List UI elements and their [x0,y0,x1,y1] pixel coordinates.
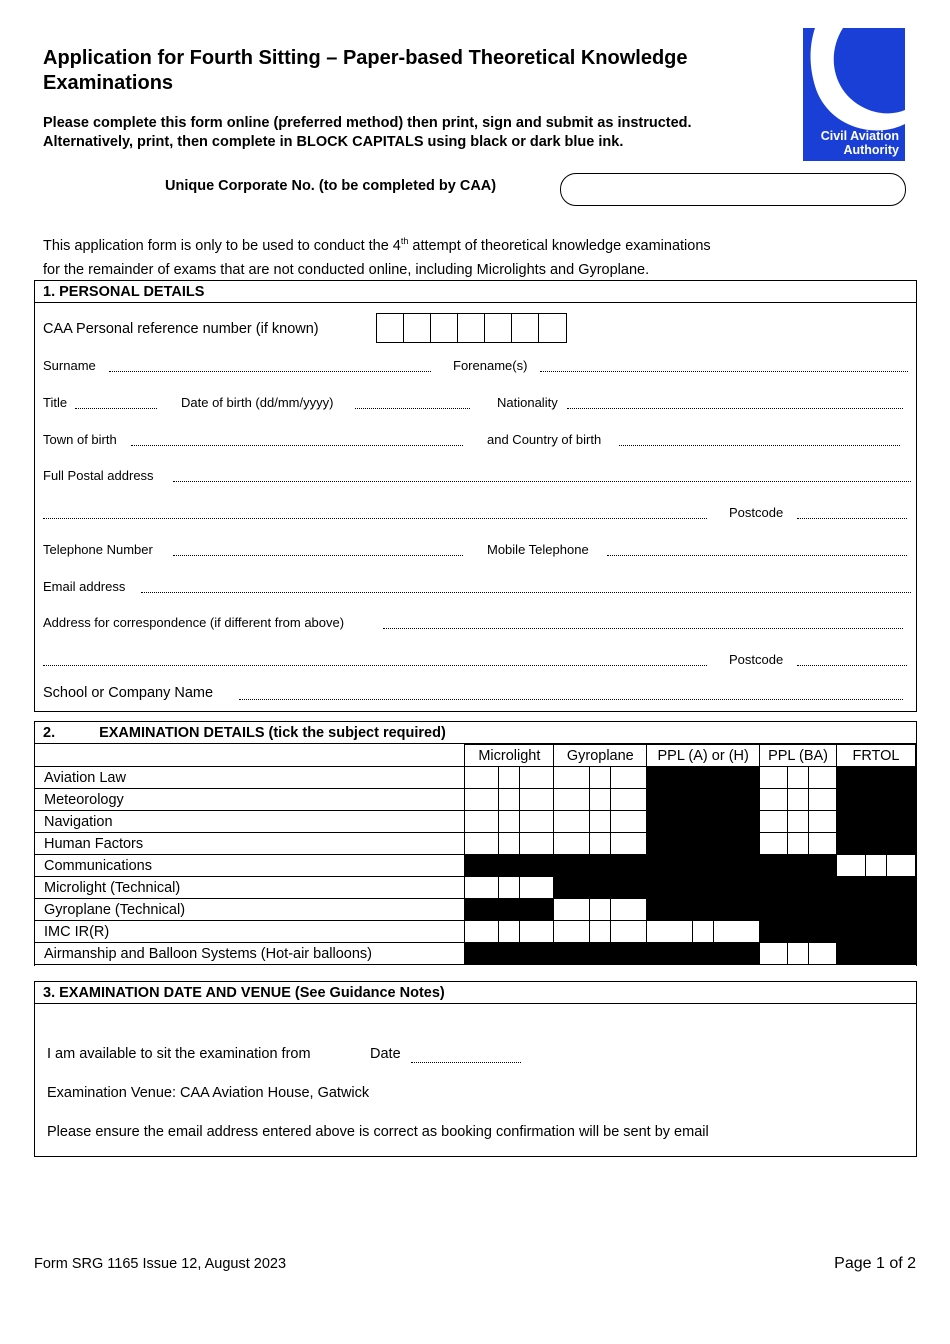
unavailable-cell [465,899,554,921]
school-label: School or Company Name [43,685,214,701]
exam-heading-text: EXAMINATION DETAILS (tick the subject required) [99,725,446,741]
correspondence-field[interactable] [383,628,903,629]
exam-row [35,899,916,921]
personal-details-section [34,280,917,712]
correspondence-field-line-2[interactable] [43,665,707,666]
unavailable-cell [760,877,837,899]
subject-label: Airmanship and Balloon Systems (Hot-air balloons) [35,943,465,965]
caa-logo-text [803,129,899,157]
logo-text-line-1: Civil Aviation [820,129,899,143]
country-label: and Country of birth [487,432,602,447]
tick-box[interactable] [465,921,554,943]
surname-field[interactable] [109,371,431,372]
col-header: PPL (A) or (H) [647,745,760,767]
subject-label: Gyroplane (Technical) [35,899,465,921]
unavailable-cell [837,811,916,833]
tick-box[interactable] [554,789,647,811]
tick-box[interactable] [760,833,837,855]
unavailable-cell [837,767,916,789]
nationality-field[interactable] [567,408,903,409]
mobile-field[interactable] [607,555,907,556]
surname-label: Surname [43,358,96,373]
dob-label: Date of birth (dd/mm/yyyy) [181,395,334,410]
ucn-input[interactable] [560,173,906,206]
tick-box[interactable] [760,789,837,811]
caa-logo [803,28,905,161]
dob-field[interactable] [355,408,470,409]
subject-label: Human Factors [35,833,465,855]
unavailable-cell [837,943,916,965]
col-header: Gyroplane [554,745,647,767]
subject-label: Aviation Law [35,767,465,789]
unavailable-cell [837,789,916,811]
ref-box[interactable] [458,314,485,342]
unavailable-cell [760,899,837,921]
personal-details-heading: 1. PERSONAL DETAILS [35,281,916,303]
postcode-label: Postcode [729,505,784,520]
instructions-line-1: Please complete this form online (preferred method) then print, sign and submit as instructed. [43,115,692,131]
subject-label: Meteorology [35,789,465,811]
country-field[interactable] [619,445,900,446]
date-field[interactable] [411,1062,521,1063]
tick-box[interactable] [647,921,760,943]
exam-row [35,767,916,789]
intro-line-1b: attempt of theoretical knowledge examinations [408,237,711,254]
tick-box[interactable] [837,855,916,877]
ucn-label: Unique Corporate No. (to be completed by CAA) [165,178,497,194]
unavailable-cell [647,943,760,965]
forenames-label: Forename(s) [453,358,528,373]
date-label: Date [370,1046,401,1062]
tick-box[interactable] [465,833,554,855]
date-venue-section [34,981,917,1157]
tick-box[interactable] [554,899,647,921]
postal-label: Full Postal address [43,468,154,483]
title-label: Title [43,395,68,410]
unavailable-cell [760,855,837,877]
unavailable-cell [554,877,647,899]
intro-sup: th [400,236,409,246]
page-number: Page 1 of 2 [834,1255,916,1272]
instructions [43,114,803,152]
tick-box[interactable] [465,789,554,811]
unavailable-cell [647,877,760,899]
exam-row [35,877,916,899]
col-header: FRTOL [837,745,916,767]
unavailable-cell [647,899,760,921]
email-label: Email address [43,579,126,594]
ref-label: CAA Personal reference number (if known) [43,321,319,337]
email-field[interactable] [141,592,911,593]
exam-header-blank [35,745,465,767]
postcode-field[interactable] [797,518,907,519]
exam-header-row [35,745,916,767]
ref-box[interactable] [485,314,512,342]
forenames-field[interactable] [540,371,908,372]
exam-row [35,855,916,877]
town-label: Town of birth [43,432,117,447]
subject-label: Navigation [35,811,465,833]
tick-box[interactable] [760,767,837,789]
subject-label: IMC IR(R) [35,921,465,943]
intro-line-1a: This application form is only to be used to conduct the 4 [43,237,401,254]
ref-box[interactable] [512,314,539,342]
tick-box[interactable] [760,811,837,833]
postcode-field-2[interactable] [797,665,907,666]
date-venue-heading: 3. EXAMINATION DATE AND VENUE (See Guidance Notes) [35,982,916,1004]
town-field[interactable] [131,445,463,446]
mobile-label: Mobile Telephone [487,542,589,557]
exam-heading-num: 2. [43,725,56,741]
ref-number-boxes[interactable] [376,313,567,343]
col-header: PPL (BA) [760,745,837,767]
ref-box[interactable] [404,314,431,342]
tick-box[interactable] [465,811,554,833]
tick-box[interactable] [760,943,837,965]
exam-row [35,943,916,965]
tick-box[interactable] [554,921,647,943]
school-field[interactable] [239,699,903,700]
postcode-label-2: Postcode [729,652,784,667]
tick-box[interactable] [465,877,554,899]
exam-row [35,921,916,943]
telephone-field[interactable] [173,555,463,556]
nationality-label: Nationality [497,395,558,410]
unavailable-cell [647,811,760,833]
unavailable-cell [647,833,760,855]
exam-details-section [34,721,917,966]
postal-field-line-2[interactable] [43,518,707,519]
ref-box[interactable] [539,314,566,342]
unavailable-cell [554,855,647,877]
intro-line-1 [43,229,803,258]
unavailable-cell [465,943,554,965]
title-field[interactable] [75,408,157,409]
available-label: I am available to sit the examination from [47,1046,311,1062]
correspondence-label: Address for correspondence (if different from above) [43,615,345,630]
unavailable-cell [554,943,647,965]
exam-row [35,811,916,833]
instructions-line-2: Alternatively, print, then complete in BLOCK CAPITALS using black or dark blue ink. [43,134,624,150]
intro-text [43,229,803,282]
tick-box[interactable] [554,767,647,789]
unavailable-cell [837,899,916,921]
page-title: Application for Fourth Sitting – Paper-based Theoretical Knowledge Examinations [43,47,688,94]
exam-row [35,789,916,811]
exam-table [35,744,916,965]
unavailable-cell [647,789,760,811]
subject-label: Microlight (Technical) [35,877,465,899]
postal-field[interactable] [173,481,911,482]
exam-row [35,833,916,855]
unavailable-cell [465,855,554,877]
unavailable-cell [647,855,760,877]
col-header: Microlight [465,745,554,767]
unavailable-cell [647,767,760,789]
ref-box[interactable] [377,314,404,342]
form-id: Form SRG 1165 Issue 12, August 2023 [34,1256,287,1272]
exam-details-heading [35,722,916,744]
intro-line-2: for the remainder of exams that are not conducted online, including Microlights and Gyroplane. [43,261,650,278]
unavailable-cell [760,921,837,943]
subject-label: Communications [35,855,465,877]
tick-box[interactable] [554,833,647,855]
telephone-label: Telephone Number [43,542,153,557]
unavailable-cell [837,833,916,855]
unavailable-cell [837,921,916,943]
unavailable-cell [837,877,916,899]
tick-box[interactable] [465,767,554,789]
tick-box[interactable] [554,811,647,833]
venue-line: Examination Venue: CAA Aviation House, Gatwick [47,1085,370,1101]
email-note: Please ensure the email address entered above is correct as booking confirmation will be sent by email [47,1124,709,1140]
logo-text-line-2: Authority [843,143,899,157]
ref-box[interactable] [431,314,458,342]
